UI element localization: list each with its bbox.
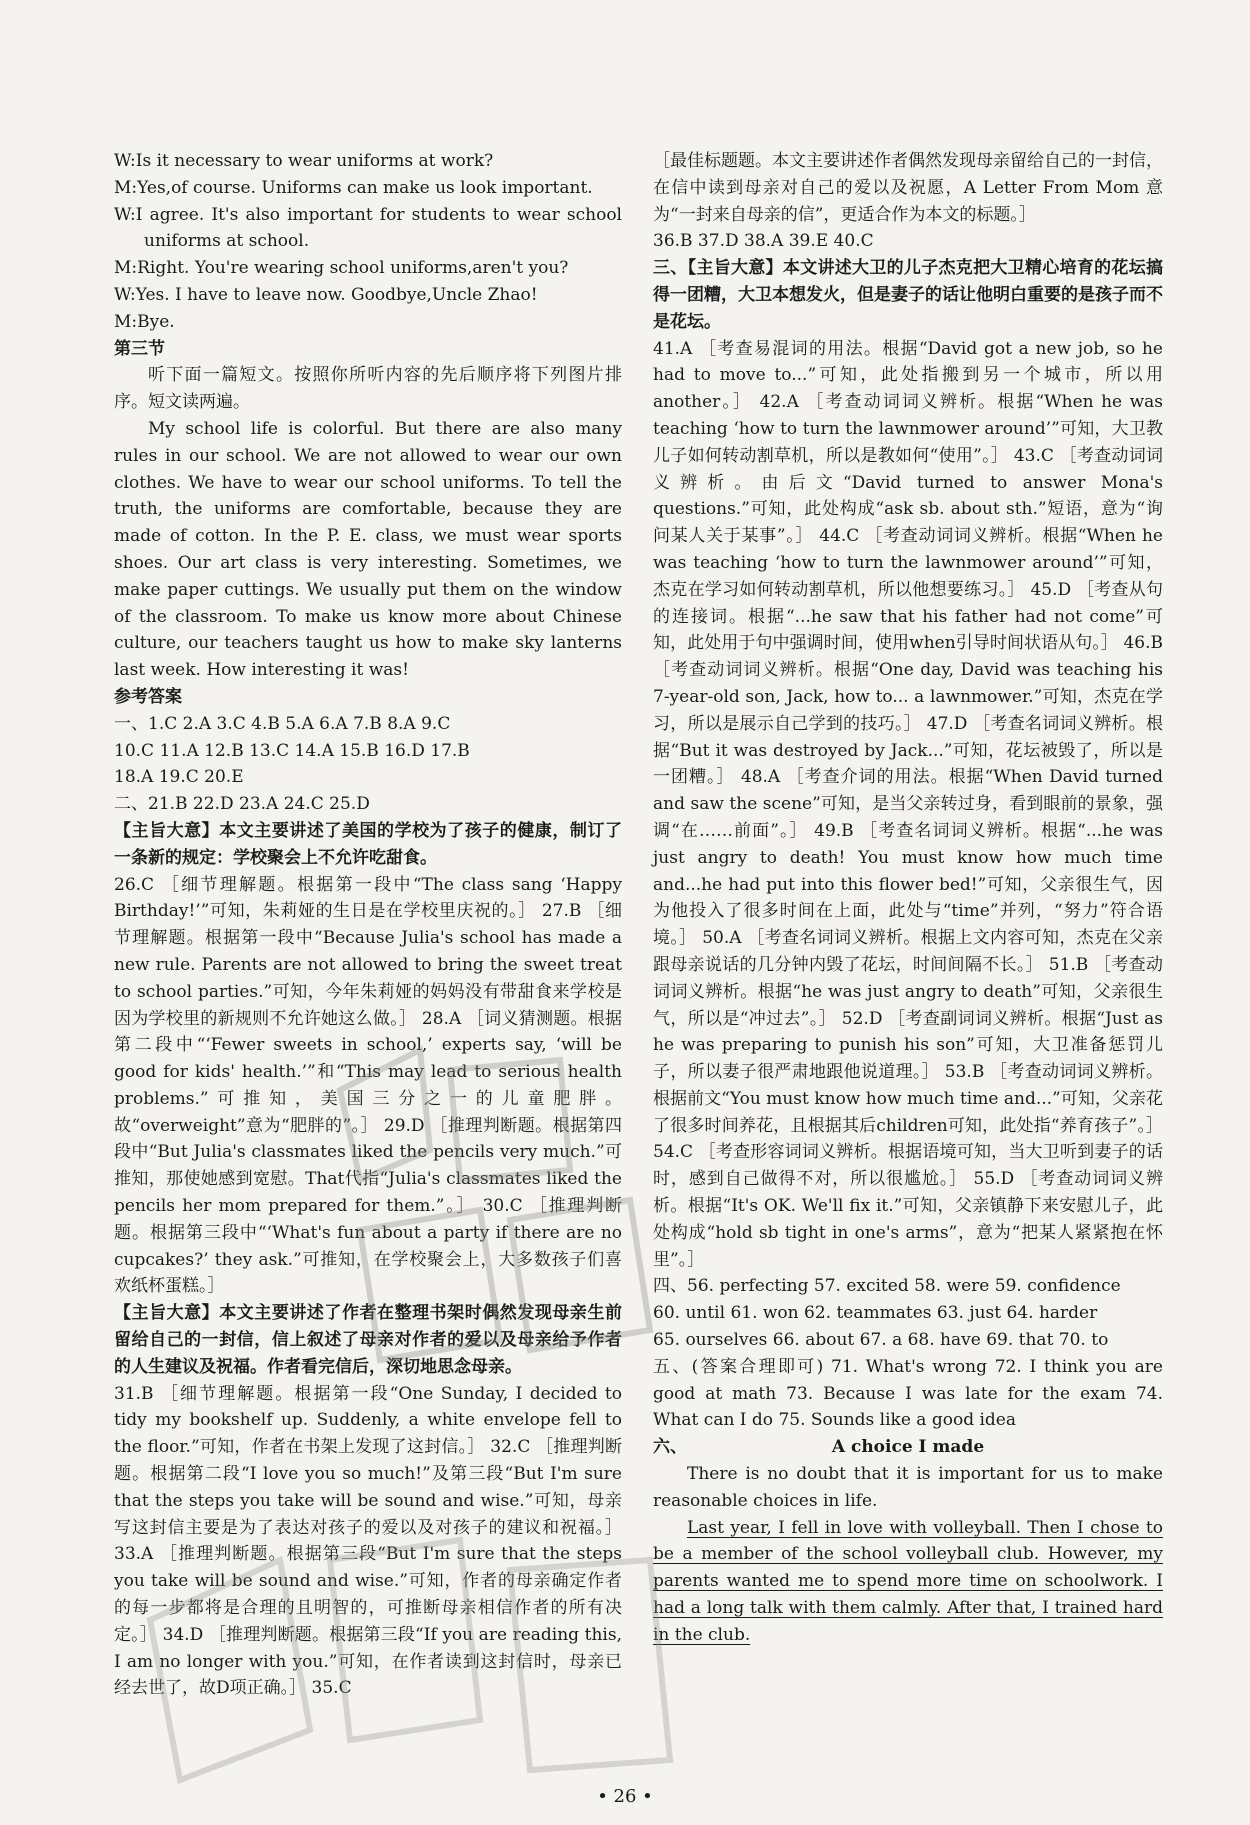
answer-line: 65. ourselves 66. about 67. a 68. have 69. that 70. to	[653, 1330, 1109, 1351]
main-idea-text: 本文讲述大卫的儿子杰克把大卫精心培育的花坛搞得一团糟，大卫本想发火，但是妻子的话让他明白重要的是孩子而不是花坛。	[653, 258, 1164, 332]
dialogue-line: M:Bye.	[114, 311, 175, 332]
answer-line: 10.C 11.A 12.B 13.C 14.A 15.B 16.D 17.B	[114, 740, 470, 761]
section-label: 六、	[653, 1437, 687, 1458]
left-column	[114, 148, 622, 1702]
page-number: • 26 •	[597, 1786, 653, 1807]
dialogue-line: M:Right. You're wearing school uniforms,aren't you?	[114, 258, 569, 279]
dialogue-line: W:I agree. It's also important for students to wear school uniforms at school.	[114, 204, 622, 252]
main-idea-text: 本文主要讲述了美国的学校为了孩子的健康，制订了一条新的规定：学校聚会上不允许吃甜食。	[114, 820, 623, 868]
answers-title: 参考答案	[114, 686, 182, 707]
main-idea-text: 本文主要讲述了作者在整理书架时偶然发现母亲生前留给自己的一封信，信上叙述了母亲对作者的爱以及母亲给予作者的人生建议及祝福。作者看完信后，深切地思念母亲。	[114, 1303, 623, 1377]
answer-line: 四、56. perfecting 57. excited 58. were 59. confidence	[653, 1276, 1121, 1297]
dialogue-line: M:Yes,of course. Uniforms can make us look important.	[114, 177, 593, 198]
answer-line: 五、(答案合理即可) 71. What's wrong 72. I think you are good at math 73. Because I was late for the exam 74. What can I do 75. Sounds like a good idea	[653, 1356, 1163, 1431]
explanation-block: 31.B ［细节理解题。根据第一段“One Sunday, I decided to tidy my bookshelf up. Suddenly, a white envelope fell to the floor.”可知，作者在书架上发现了这封信。］ 32.C ［推理判断题。根据第二段“I love you so much!”及第三段“But I'm sure that the steps you take will be sound and wise.”可知，母亲写这封信主要是为了表达对孩子的爱以及对孩子的建议和祝福。］ 33.A ［推理判断题。根据第三段“But I'm sure that the steps you take will be sound and wise.”可知，作者的母亲确定作者的每一步都将是合理的且明智的，可推断母亲相信作者的所有决定。］ 34.D ［推理判断题。根据第三段“If you are reading this, I am no longer with you.”可知，在作者读到这封信时，母亲已经去世了，故D项正确。］ 35.C	[114, 1383, 622, 1699]
essay-header	[653, 1434, 1163, 1461]
explanation-block: 41.A ［考查易混词的用法。根据“David got a new job, so he had to move to...”可知，此处指搬到另一个城市，所以用another。］ 42.A ［考查动词词义辨析。根据“When he was teaching ‘how to turn the lawnmower around’”可知，大卫教儿子如何转动割草机，所以是教如何“使用”。］ 43.C ［考查动词词义辨析。由后文“David turned to answer Mona's questions.”可知，此处构成“ask sb. about sth.”短语，意为“询问某人关于某事”。］ 44.C ［考查动词词义辨析。根据“When he was teaching ‘how to turn the lawnmower around’”可知，杰克在学习如何转动割草机，所以他想要练习。］ 45.D ［考查从句的连接词。根据“...he saw that his father had not come”可知，此处用于句中强调时间，使用when引导时间状语从句。］ 46.B ［考查动词词义辨析。根据“One day, David was teaching his 7-year-old son, Jack, how to... a lawnmower.”可知，杰克在学习，所以是展示自己学到的技巧。］ 47.D ［考查名词词义辨析。根据“But it was destroyed by Jack...”可知，花坛被毁了，所以是一团糟。］ 48.A ［考查介词的用法。根据“When David turned and saw the scene”可知，是当父亲转过身，看到眼前的景象，强调“在……前面”。］ 49.B ［考查名词词义辨析。根据“...he was just angry to death! You must know how much time and...he had put into this flower bed!”可知，父亲很生气，因为他投入了很多时间在上面，此处与“time”并列，“努力”符合语境。］ 50.A ［考查名词词义辨析。根据上文内容可知，杰克在父亲跟母亲说话的几分钟内毁了花坛，时间间隔不长。］ 51.B ［考查动词词义辨析。根据“he was just angry to death”可知，父亲很生气，所以是“冲过去”。］ 52.D ［考查副词词义辨析。根据“Just as he was preparing to punish his son”可知，大卫准备惩罚儿子，所以妻子很严肃地跟他说道理。］ 53.B ［考查动词词义辨析。根据前文“You must know how much time and...”可知，父亲花了很多时间养花，且根据其后children可知，此处指“养育孩子”。］ 54.C ［考查形容词词义辨析。根据语境可知，当大卫听到妻子的话时，感到自己做得不对，所以很尴尬。］ 55.D ［考查动词词义辨析。根据“It's OK. We'll fix it.”可知，父亲镇静下来安慰儿子，此处构成“hold sb tight in one's arms”，意为“把某人紧紧抱在怀里”。］	[653, 338, 1163, 1270]
right-column	[653, 148, 1163, 1649]
dialogue-line: W:Is it necessary to wear uniforms at work?	[114, 151, 494, 171]
answer-line: 一、1.C 2.A 3.C 4.B 5.A 6.A 7.B 8.A 9.C	[114, 713, 451, 734]
main-idea-label: 【主旨大意】	[114, 820, 220, 841]
essay-title: A choice I made	[831, 1437, 985, 1458]
main-idea	[114, 1300, 622, 1380]
answer-line: 36.B 37.D 38.A 39.E 40.C	[653, 231, 874, 252]
explanation-block: 26.C ［细节理解题。根据第一段中“The class sang ‘Happy Birthday!’”可知，朱莉娅的生日是在学校里庆祝的。］ 27.B ［细节理解题。根据第一段中“Because Julia's school has made a new rule. Parents are not allowed to bring the sweet treat to school parties.”可知，今年朱莉娅的妈妈没有带甜食来学校是因为学校里的新规则不允许她这么做。］ 28.A ［词义猜测题。根据第二段中“‘Fewer sweets in school,’ experts say, ‘will be good for kids' health.’”和“This may lead to serious health problems.”可推知，美国三分之一的儿童肥胖。故“overweight”意为“肥胖的”。］ 29.D ［推理判断题。根据第四段中“But Julia's classmates liked the pencils very much.”可推知，那使她感到宽慰。That代指“Julia's classmates liked the pencils her mom prepared for them.”。］ 30.C ［推理判断题。根据第三段中“‘What's fun about a party if there are no cupcakes?’ they ask.”可推知，在学校聚会上，大多数孩子们喜欢纸杯蛋糕。］	[114, 874, 622, 1297]
main-idea	[114, 818, 622, 872]
section-title: 第三节	[114, 338, 165, 359]
listening-text: My school life is colorful. But there are also many rules in our school. We are not allowed to wear our own clothes. We have to wear our school uniforms. To tell the truth, the uniforms are comfortable, because they are made of cotton. In the P. E. class, we must wear sports shoes. Our art class is very interesting. Sometimes, we make paper cuttings. We usually put them on the window of the classroom. To make us know more about Chinese culture, our teachers taught us how to make sky lanterns last week. How interesting it was!	[114, 418, 622, 681]
dialogue-line: W:Yes. I have to leave now. Goodbye,Uncle Zhao!	[114, 284, 538, 305]
main-idea	[653, 255, 1163, 335]
answer-line: 18.A 19.C 20.E	[114, 767, 244, 788]
answer-line: 二、21.B 22.D 23.A 24.C 25.D	[114, 794, 370, 815]
section-instruction: 听下面一篇短文。按照你所听内容的先后顺序将下列图片排序。短文读两遍。	[114, 365, 622, 413]
essay-paragraph-underlined: Last year, I fell in love with volleyball. Then I chose to be a member of the school volleyball club. However, my parents wanted me to spend more time on schoolwork. I had a long talk with them calmly. After that, I trained hard in the club.	[653, 1517, 1163, 1645]
main-idea-label: 【主旨大意】	[114, 1303, 220, 1324]
explanation-block: ［最佳标题题。本文主要讲述作者偶然发现母亲留给自己的一封信，在信中读到母亲对自己的爱以及祝愿，A Letter From Mom 意为“一封来自母亲的信”，更适合作为本文的标题。］	[653, 151, 1163, 225]
essay-paragraph: There is no doubt that it is important for us to make reasonable choices in life.	[653, 1464, 1163, 1511]
main-idea-label: 三、【主旨大意】	[653, 258, 783, 279]
answer-line: 60. until 61. won 62. teammates 63. just 64. harder	[653, 1303, 1098, 1324]
